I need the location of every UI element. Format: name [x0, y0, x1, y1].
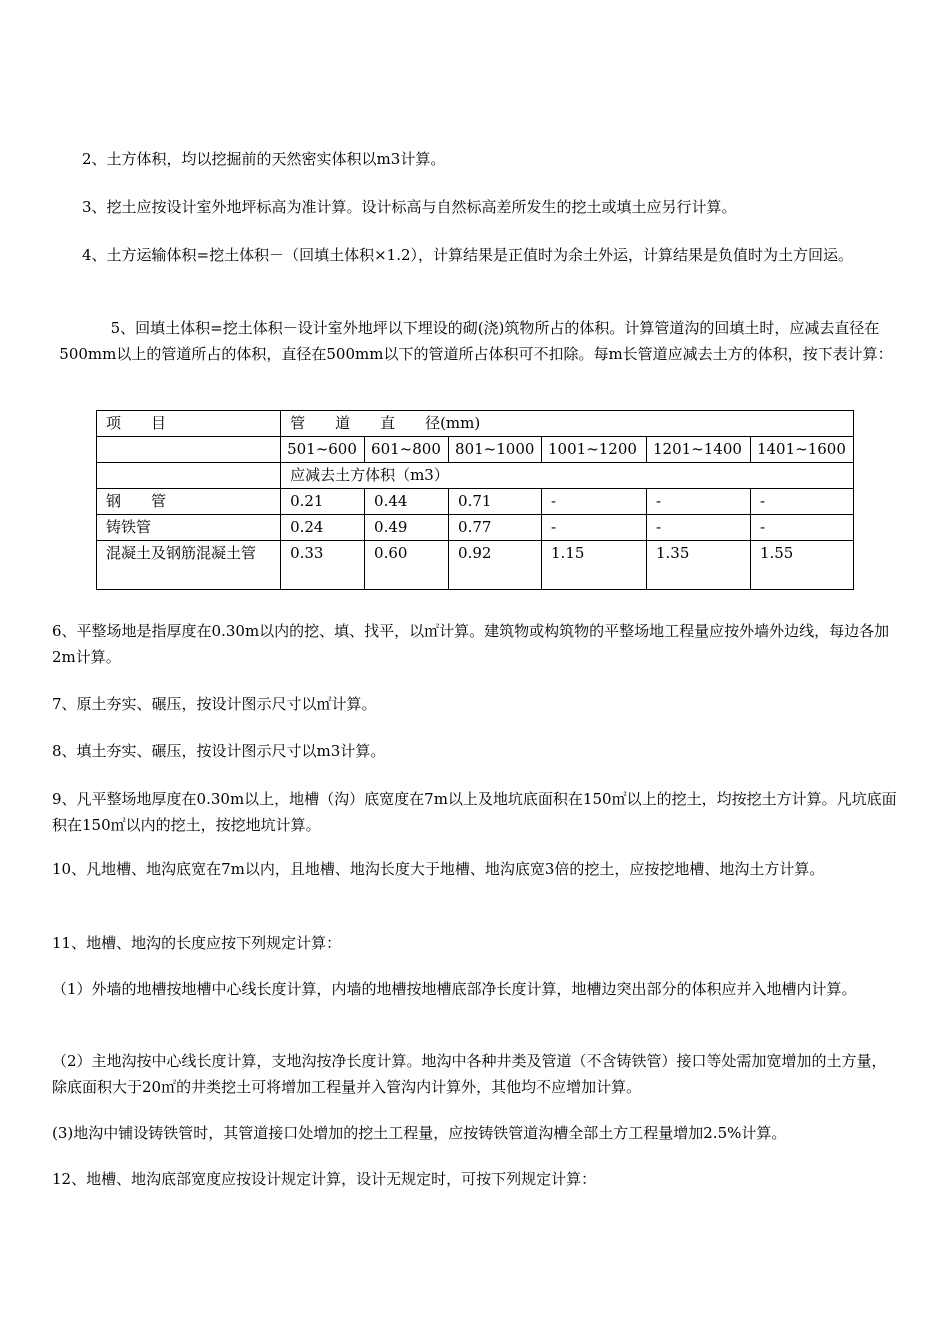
paragraph-7: 7、原土夯实、碾压，按设计图示尺寸以㎡计算。	[52, 695, 377, 713]
diameter-header: 管 道 直 径(mm)	[281, 411, 854, 437]
value-cell: 1.55	[750, 541, 853, 590]
volume-label: 应减去土方体积（m3）	[281, 463, 854, 489]
table-volume-label-row	[97, 463, 854, 489]
paragraph-6: 6、平整场地是指厚度在0.30m以内的挖、填、找平，以㎡计算。建筑物或构筑物的平整场地工程量应按外墙外边线，每边各加2m计算。	[52, 622, 890, 666]
value-cell: 1.35	[646, 541, 750, 590]
value-cell: -	[542, 489, 647, 515]
row-name: 混凝土及钢筋混凝土管	[97, 541, 281, 590]
paragraph-11-3: (3)地沟中铺设铸铁管时，其管道接口处增加的挖土工程量，应按铸铁管道沟槽全部土方工程量增加2.5%计算。	[52, 1124, 787, 1142]
paragraph-10: 10、凡地槽、地沟底宽在7m以内，且地槽、地沟长度大于地槽、地沟底宽3倍的挖土，应按挖地槽、地沟土方计算。	[52, 860, 825, 878]
paragraph-4-text: 4、土方运输体积=挖土体积－（回填土体积×1.2），计算结果是正值时为余土外运，计算结果是负值时为土方回运。	[82, 246, 854, 264]
value-cell: 0.77	[449, 515, 542, 541]
range-cell: 1201~1400	[646, 437, 750, 463]
row-name: 钢 管	[97, 489, 281, 515]
table-row	[97, 489, 854, 515]
paragraph-4	[52, 242, 900, 268]
table-row	[97, 541, 854, 590]
row-name: 铸铁管	[97, 515, 281, 541]
paragraph-8: 8、填土夯实、碾压，按设计图示尺寸以m3计算。	[52, 742, 386, 760]
table-header-row	[97, 411, 854, 437]
paragraph-2: 2、土方体积，均以挖掘前的天然密实体积以m3计算。	[82, 150, 446, 168]
value-cell: -	[750, 489, 853, 515]
paragraph-12: 12、地槽、地沟底部宽度应按设计规定计算，设计无规定时，可按下列规定计算：	[52, 1170, 597, 1188]
table-row	[97, 515, 854, 541]
paragraph-5	[50, 315, 902, 367]
value-cell: 0.60	[365, 541, 449, 590]
value-cell: -	[646, 489, 750, 515]
value-cell: 0.33	[281, 541, 365, 590]
value-cell: 0.92	[449, 541, 542, 590]
empty-cell	[97, 463, 281, 489]
value-cell: 0.24	[281, 515, 365, 541]
value-cell: -	[646, 515, 750, 541]
range-cell: 1001~1200	[542, 437, 647, 463]
paragraph-3: 3、挖土应按设计室外地坪标高为准计算。设计标高与自然标高差所发生的挖土或填土应另行计算。	[82, 198, 737, 216]
paragraph-9: 9、凡平整场地厚度在0.30m以上，地槽（沟）底宽度在7m以上及地坑底面积在150㎡以上的挖土，均按挖土方计算。凡坑底面积在150㎡以内的挖土，按挖地坑计算。	[52, 790, 897, 834]
table-range-row	[97, 437, 854, 463]
value-cell: 1.15	[542, 541, 647, 590]
value-cell: -	[750, 515, 853, 541]
value-cell: 0.49	[365, 515, 449, 541]
empty-cell	[97, 437, 281, 463]
range-cell: 801~1000	[449, 437, 542, 463]
value-cell: -	[542, 515, 647, 541]
paragraph-11-2: （2）主地沟按中心线长度计算，支地沟按净长度计算。地沟中各种井类及管道（不含铸铁管）接口等处需加宽增加的土方量，除底面积大于20㎡的井类挖土可将增加工程量并入管沟内计算外，其他均不应增加计算。	[52, 1052, 887, 1096]
value-cell: 0.71	[449, 489, 542, 515]
paragraph-11-1: （1）外墙的地槽按地槽中心线长度计算，内墙的地槽按地槽底部净长度计算，地槽边突出部分的体积应并入地槽内计算。	[52, 980, 857, 998]
paragraph-5-text: 5、回填土体积=挖土体积－设计室外地坪以下埋设的砌(浇)筑物所占的体积。计算管道沟的回填土时，应减去直径在500mm以上的管道所占的体积，直径在500mm以下的管道所占体积可不扣除。每m长管道应减去土方的体积，按下表计算：	[59, 319, 893, 363]
pipe-volume-table	[96, 410, 854, 590]
paragraph-11: 11、地槽、地沟的长度应按下列规定计算：	[52, 934, 342, 952]
range-cell: 1401~1600	[750, 437, 853, 463]
value-cell: 0.21	[281, 489, 365, 515]
value-cell: 0.44	[365, 489, 449, 515]
item-header: 项 目	[97, 411, 281, 437]
range-cell: 601~800	[365, 437, 449, 463]
range-cell: 501~600	[281, 437, 365, 463]
